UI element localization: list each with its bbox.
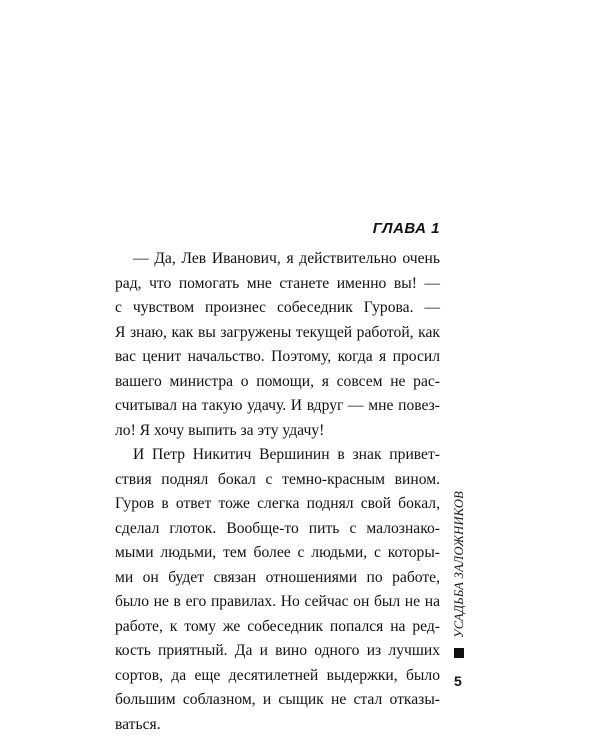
text-line: рад, что помогать мне станете именно вы! —	[115, 274, 440, 292]
text-line: сделал глоток. Вообще-то пить с малознако-	[115, 519, 440, 537]
running-title: УСАДЬБА ЗАЛОЖНИКОВ	[452, 490, 466, 638]
body-text	[115, 247, 440, 737]
text-line: мыми людьми, тем более с людьми, с которы-	[115, 544, 440, 561]
text-line: ло! Я хочу выпить за эту удачу!	[115, 421, 325, 439]
text-line: с чувством произнес собеседник Гурова. —	[115, 299, 440, 316]
page-number: 5	[454, 673, 462, 689]
text-line: Гуров в ответ тоже слегка поднял свой бокал,	[115, 495, 440, 512]
text-line: считывал на такую удачу. И вдруг — мне повез-	[115, 397, 440, 414]
black-square-icon	[454, 648, 464, 658]
chapter-heading: ГЛАВА 1	[372, 220, 440, 237]
text-line: было не в его правилах. Но сейчас он был не на	[115, 593, 440, 610]
text-line: большим соблазном, и сыщик не стал отказы-	[115, 691, 440, 708]
text-line: вас ценит начальство. Поэтому, когда я просил	[115, 348, 440, 365]
text-line: вашего министра о помощи, я совсем не рас-	[115, 372, 440, 390]
text-line: ствия поднял бокал с темно-красным вином.	[115, 470, 440, 488]
text-line: — Да, Лев Иванович, я действительно очень	[133, 250, 440, 267]
text-line: кость приятный. Да и вино одного из лучших	[115, 642, 440, 659]
text-line: сортов, да еще десятилетней выдержки, было	[115, 666, 440, 684]
text-line: ми он будет связан отношениями по работе,	[115, 568, 440, 586]
text-line: И Петр Никитич Вершинин в знак привет-	[133, 446, 440, 463]
text-line: Я знаю, как вы загружены текущей работой, как	[115, 323, 440, 341]
text-line: ваться.	[115, 715, 161, 733]
text-line: работе, к тому же собеседник попался на ред-	[115, 617, 440, 635]
